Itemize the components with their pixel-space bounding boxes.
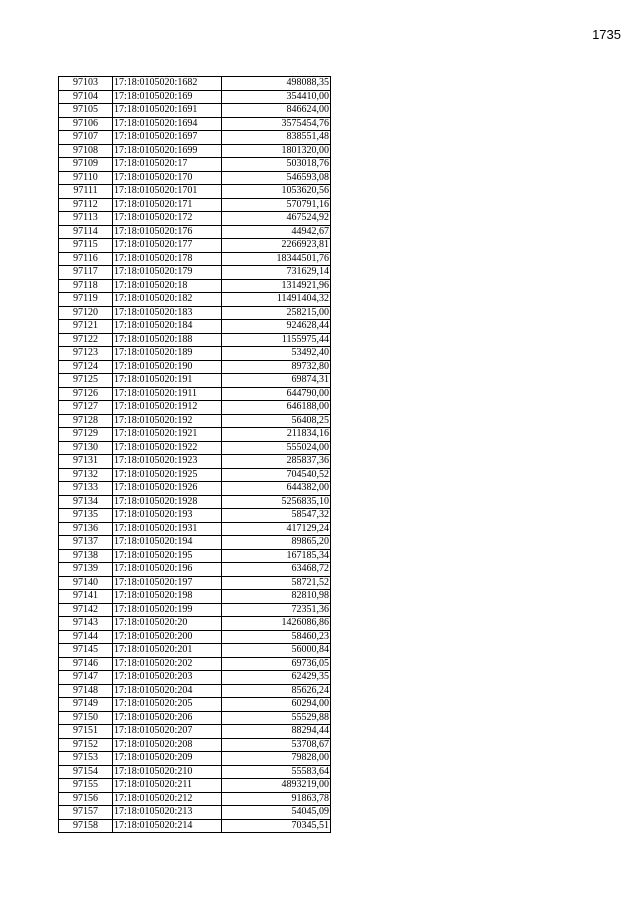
value-cell: 167185,34: [222, 549, 331, 563]
cadastral-number-cell: 17:18:0105020:176: [113, 225, 222, 239]
row-number-cell: 97108: [59, 144, 113, 158]
table-row: [59, 185, 331, 199]
row-number-cell: 97122: [59, 333, 113, 347]
table-row: [59, 306, 331, 320]
value-cell: 89865,20: [222, 536, 331, 550]
cadastral-number-cell: 17:18:0105020:208: [113, 738, 222, 752]
table-row: [59, 779, 331, 793]
row-number-cell: 97119: [59, 293, 113, 307]
table-row: [59, 252, 331, 266]
row-number-cell: 97130: [59, 441, 113, 455]
row-number-cell: 97152: [59, 738, 113, 752]
row-number-cell: 97144: [59, 630, 113, 644]
value-cell: 258215,00: [222, 306, 331, 320]
value-cell: 498088,35: [222, 77, 331, 91]
table-row: [59, 576, 331, 590]
row-number-cell: 97120: [59, 306, 113, 320]
value-cell: 44942,67: [222, 225, 331, 239]
value-cell: 53492,40: [222, 347, 331, 361]
row-number-cell: 97133: [59, 482, 113, 496]
value-cell: 354410,00: [222, 90, 331, 104]
cadastral-number-cell: 17:18:0105020:206: [113, 711, 222, 725]
value-cell: 1801320,00: [222, 144, 331, 158]
value-cell: 570791,16: [222, 198, 331, 212]
cadastral-number-cell: 17:18:0105020:17: [113, 158, 222, 172]
table-row: [59, 441, 331, 455]
table-row: [59, 212, 331, 226]
cadastral-number-cell: 17:18:0105020:1928: [113, 495, 222, 509]
value-cell: 72351,36: [222, 603, 331, 617]
row-number-cell: 97112: [59, 198, 113, 212]
cadastral-number-cell: 17:18:0105020:171: [113, 198, 222, 212]
row-number-cell: 97150: [59, 711, 113, 725]
row-number-cell: 97154: [59, 765, 113, 779]
row-number-cell: 97139: [59, 563, 113, 577]
table-row: [59, 536, 331, 550]
row-number-cell: 97129: [59, 428, 113, 442]
cadastral-number-cell: 17:18:0105020:209: [113, 752, 222, 766]
table-row: [59, 171, 331, 185]
row-number-cell: 97132: [59, 468, 113, 482]
row-number-cell: 97149: [59, 698, 113, 712]
row-number-cell: 97104: [59, 90, 113, 104]
value-cell: 2266923,81: [222, 239, 331, 253]
value-cell: 731629,14: [222, 266, 331, 280]
cadastral-value-table: [58, 76, 331, 833]
table-row: [59, 117, 331, 131]
page-number: 1735: [592, 27, 621, 42]
value-cell: 5256835,10: [222, 495, 331, 509]
cadastral-number-cell: 17:18:0105020:1922: [113, 441, 222, 455]
cadastral-number-cell: 17:18:0105020:182: [113, 293, 222, 307]
cadastral-number-cell: 17:18:0105020:202: [113, 657, 222, 671]
table-row: [59, 590, 331, 604]
value-cell: 11491404,32: [222, 293, 331, 307]
value-cell: 69736,05: [222, 657, 331, 671]
cadastral-number-cell: 17:18:0105020:1926: [113, 482, 222, 496]
table-row: [59, 279, 331, 293]
cadastral-number-cell: 17:18:0105020:1697: [113, 131, 222, 145]
row-number-cell: 97140: [59, 576, 113, 590]
table-row: [59, 401, 331, 415]
cadastral-number-cell: 17:18:0105020:192: [113, 414, 222, 428]
cadastral-number-cell: 17:18:0105020:1691: [113, 104, 222, 118]
value-cell: 646188,00: [222, 401, 331, 415]
value-cell: 417129,24: [222, 522, 331, 536]
value-cell: 1426086,86: [222, 617, 331, 631]
row-number-cell: 97127: [59, 401, 113, 415]
table-row: [59, 320, 331, 334]
cadastral-number-cell: 17:18:0105020:177: [113, 239, 222, 253]
table-row: [59, 792, 331, 806]
cadastral-number-cell: 17:18:0105020:198: [113, 590, 222, 604]
value-cell: 85626,24: [222, 684, 331, 698]
cadastral-number-cell: 17:18:0105020:201: [113, 644, 222, 658]
value-cell: 91863,78: [222, 792, 331, 806]
cadastral-number-cell: 17:18:0105020:1911: [113, 387, 222, 401]
value-cell: 55529,88: [222, 711, 331, 725]
cadastral-number-cell: 17:18:0105020:179: [113, 266, 222, 280]
table-row: [59, 522, 331, 536]
cadastral-number-cell: 17:18:0105020:1931: [113, 522, 222, 536]
cadastral-number-cell: 17:18:0105020:184: [113, 320, 222, 334]
cadastral-number-cell: 17:18:0105020:188: [113, 333, 222, 347]
value-cell: 79828,00: [222, 752, 331, 766]
value-cell: 70345,51: [222, 819, 331, 833]
table-row: [59, 293, 331, 307]
value-cell: 924628,44: [222, 320, 331, 334]
row-number-cell: 97126: [59, 387, 113, 401]
value-cell: 63468,72: [222, 563, 331, 577]
row-number-cell: 97111: [59, 185, 113, 199]
cadastral-number-cell: 17:18:0105020:1699: [113, 144, 222, 158]
value-cell: 838551,48: [222, 131, 331, 145]
value-cell: 1314921,96: [222, 279, 331, 293]
row-number-cell: 97131: [59, 455, 113, 469]
row-number-cell: 97107: [59, 131, 113, 145]
cadastral-number-cell: 17:18:0105020:203: [113, 671, 222, 685]
table-row: [59, 104, 331, 118]
row-number-cell: 97128: [59, 414, 113, 428]
row-number-cell: 97157: [59, 806, 113, 820]
cadastral-number-cell: 17:18:0105020:213: [113, 806, 222, 820]
cadastral-number-cell: 17:18:0105020:199: [113, 603, 222, 617]
row-number-cell: 97123: [59, 347, 113, 361]
table-row: [59, 131, 331, 145]
cadastral-number-cell: 17:18:0105020:178: [113, 252, 222, 266]
value-cell: 54045,09: [222, 806, 331, 820]
row-number-cell: 97103: [59, 77, 113, 91]
cadastral-number-cell: 17:18:0105020:207: [113, 725, 222, 739]
cadastral-number-cell: 17:18:0105020:193: [113, 509, 222, 523]
cadastral-number-cell: 17:18:0105020:214: [113, 819, 222, 833]
value-cell: 1053620,56: [222, 185, 331, 199]
value-cell: 211834,16: [222, 428, 331, 442]
table-row: [59, 698, 331, 712]
value-cell: 555024,00: [222, 441, 331, 455]
cadastral-number-cell: 17:18:0105020:1701: [113, 185, 222, 199]
cadastral-number-cell: 17:18:0105020:195: [113, 549, 222, 563]
table-row: [59, 198, 331, 212]
table-row: [59, 630, 331, 644]
value-cell: 56000,84: [222, 644, 331, 658]
value-cell: 644382,00: [222, 482, 331, 496]
row-number-cell: 97115: [59, 239, 113, 253]
table-row: [59, 819, 331, 833]
cadastral-number-cell: 17:18:0105020:1925: [113, 468, 222, 482]
cadastral-number-cell: 17:18:0105020:194: [113, 536, 222, 550]
table-row: [59, 671, 331, 685]
table-row: [59, 752, 331, 766]
cadastral-number-cell: 17:18:0105020:20: [113, 617, 222, 631]
value-cell: 56408,25: [222, 414, 331, 428]
row-number-cell: 97148: [59, 684, 113, 698]
table-row: [59, 266, 331, 280]
value-cell: 88294,44: [222, 725, 331, 739]
value-cell: 58721,52: [222, 576, 331, 590]
cadastral-number-cell: 17:18:0105020:212: [113, 792, 222, 806]
value-cell: 546593,08: [222, 171, 331, 185]
table-row: [59, 509, 331, 523]
row-number-cell: 97136: [59, 522, 113, 536]
row-number-cell: 97117: [59, 266, 113, 280]
table-row: [59, 360, 331, 374]
value-cell: 69874,31: [222, 374, 331, 388]
row-number-cell: 97110: [59, 171, 113, 185]
row-number-cell: 97118: [59, 279, 113, 293]
row-number-cell: 97135: [59, 509, 113, 523]
cadastral-number-cell: 17:18:0105020:211: [113, 779, 222, 793]
row-number-cell: 97146: [59, 657, 113, 671]
row-number-cell: 97116: [59, 252, 113, 266]
value-cell: 58547,32: [222, 509, 331, 523]
cadastral-number-cell: 17:18:0105020:204: [113, 684, 222, 698]
value-cell: 62429,35: [222, 671, 331, 685]
table-row: [59, 347, 331, 361]
table-row: [59, 414, 331, 428]
row-number-cell: 97158: [59, 819, 113, 833]
table-row: [59, 144, 331, 158]
row-number-cell: 97153: [59, 752, 113, 766]
cadastral-number-cell: 17:18:0105020:210: [113, 765, 222, 779]
value-cell: 82810,98: [222, 590, 331, 604]
row-number-cell: 97156: [59, 792, 113, 806]
cadastral-number-cell: 17:18:0105020:1912: [113, 401, 222, 415]
value-cell: 58460,23: [222, 630, 331, 644]
table-row: [59, 374, 331, 388]
cadastral-number-cell: 17:18:0105020:197: [113, 576, 222, 590]
cadastral-number-cell: 17:18:0105020:200: [113, 630, 222, 644]
row-number-cell: 97125: [59, 374, 113, 388]
cadastral-number-cell: 17:18:0105020:1682: [113, 77, 222, 91]
table-row: [59, 563, 331, 577]
value-cell: 89732,80: [222, 360, 331, 374]
cadastral-number-cell: 17:18:0105020:169: [113, 90, 222, 104]
table-row: [59, 738, 331, 752]
table-row: [59, 806, 331, 820]
table-row: [59, 549, 331, 563]
cadastral-number-cell: 17:18:0105020:205: [113, 698, 222, 712]
table-row: [59, 333, 331, 347]
table-row: [59, 482, 331, 496]
cadastral-number-cell: 17:18:0105020:18: [113, 279, 222, 293]
row-number-cell: 97151: [59, 725, 113, 739]
cadastral-number-cell: 17:18:0105020:1921: [113, 428, 222, 442]
value-cell: 503018,76: [222, 158, 331, 172]
value-cell: 1155975,44: [222, 333, 331, 347]
table-row: [59, 657, 331, 671]
row-number-cell: 97113: [59, 212, 113, 226]
value-cell: 60294,00: [222, 698, 331, 712]
table-body: [59, 77, 331, 833]
row-number-cell: 97124: [59, 360, 113, 374]
table-row: [59, 684, 331, 698]
table-row: [59, 90, 331, 104]
row-number-cell: 97106: [59, 117, 113, 131]
value-cell: 846624,00: [222, 104, 331, 118]
row-number-cell: 97143: [59, 617, 113, 631]
cadastral-number-cell: 17:18:0105020:183: [113, 306, 222, 320]
table-row: [59, 617, 331, 631]
value-cell: 3575454,76: [222, 117, 331, 131]
cadastral-number-cell: 17:18:0105020:191: [113, 374, 222, 388]
row-number-cell: 97147: [59, 671, 113, 685]
table-row: [59, 428, 331, 442]
row-number-cell: 97121: [59, 320, 113, 334]
table-row: [59, 711, 331, 725]
cadastral-number-cell: 17:18:0105020:172: [113, 212, 222, 226]
value-cell: 644790,00: [222, 387, 331, 401]
table-row: [59, 725, 331, 739]
table-row: [59, 77, 331, 91]
value-cell: 704540,52: [222, 468, 331, 482]
row-number-cell: 97114: [59, 225, 113, 239]
table-row: [59, 644, 331, 658]
table-row: [59, 603, 331, 617]
table-row: [59, 765, 331, 779]
row-number-cell: 97142: [59, 603, 113, 617]
value-cell: 53708,67: [222, 738, 331, 752]
table-row: [59, 387, 331, 401]
table-row: [59, 468, 331, 482]
cadastral-number-cell: 17:18:0105020:170: [113, 171, 222, 185]
table-row: [59, 455, 331, 469]
table-row: [59, 158, 331, 172]
row-number-cell: 97145: [59, 644, 113, 658]
row-number-cell: 97138: [59, 549, 113, 563]
cadastral-number-cell: 17:18:0105020:190: [113, 360, 222, 374]
value-cell: 467524,92: [222, 212, 331, 226]
cadastral-number-cell: 17:18:0105020:1694: [113, 117, 222, 131]
cadastral-number-cell: 17:18:0105020:196: [113, 563, 222, 577]
table-row: [59, 495, 331, 509]
value-cell: 4893219,00: [222, 779, 331, 793]
value-cell: 55583,64: [222, 765, 331, 779]
table-row: [59, 225, 331, 239]
cadastral-number-cell: 17:18:0105020:189: [113, 347, 222, 361]
table-row: [59, 239, 331, 253]
row-number-cell: 97134: [59, 495, 113, 509]
row-number-cell: 97109: [59, 158, 113, 172]
row-number-cell: 97155: [59, 779, 113, 793]
cadastral-number-cell: 17:18:0105020:1923: [113, 455, 222, 469]
value-cell: 18344501,76: [222, 252, 331, 266]
row-number-cell: 97105: [59, 104, 113, 118]
value-cell: 285837,36: [222, 455, 331, 469]
row-number-cell: 97137: [59, 536, 113, 550]
row-number-cell: 97141: [59, 590, 113, 604]
